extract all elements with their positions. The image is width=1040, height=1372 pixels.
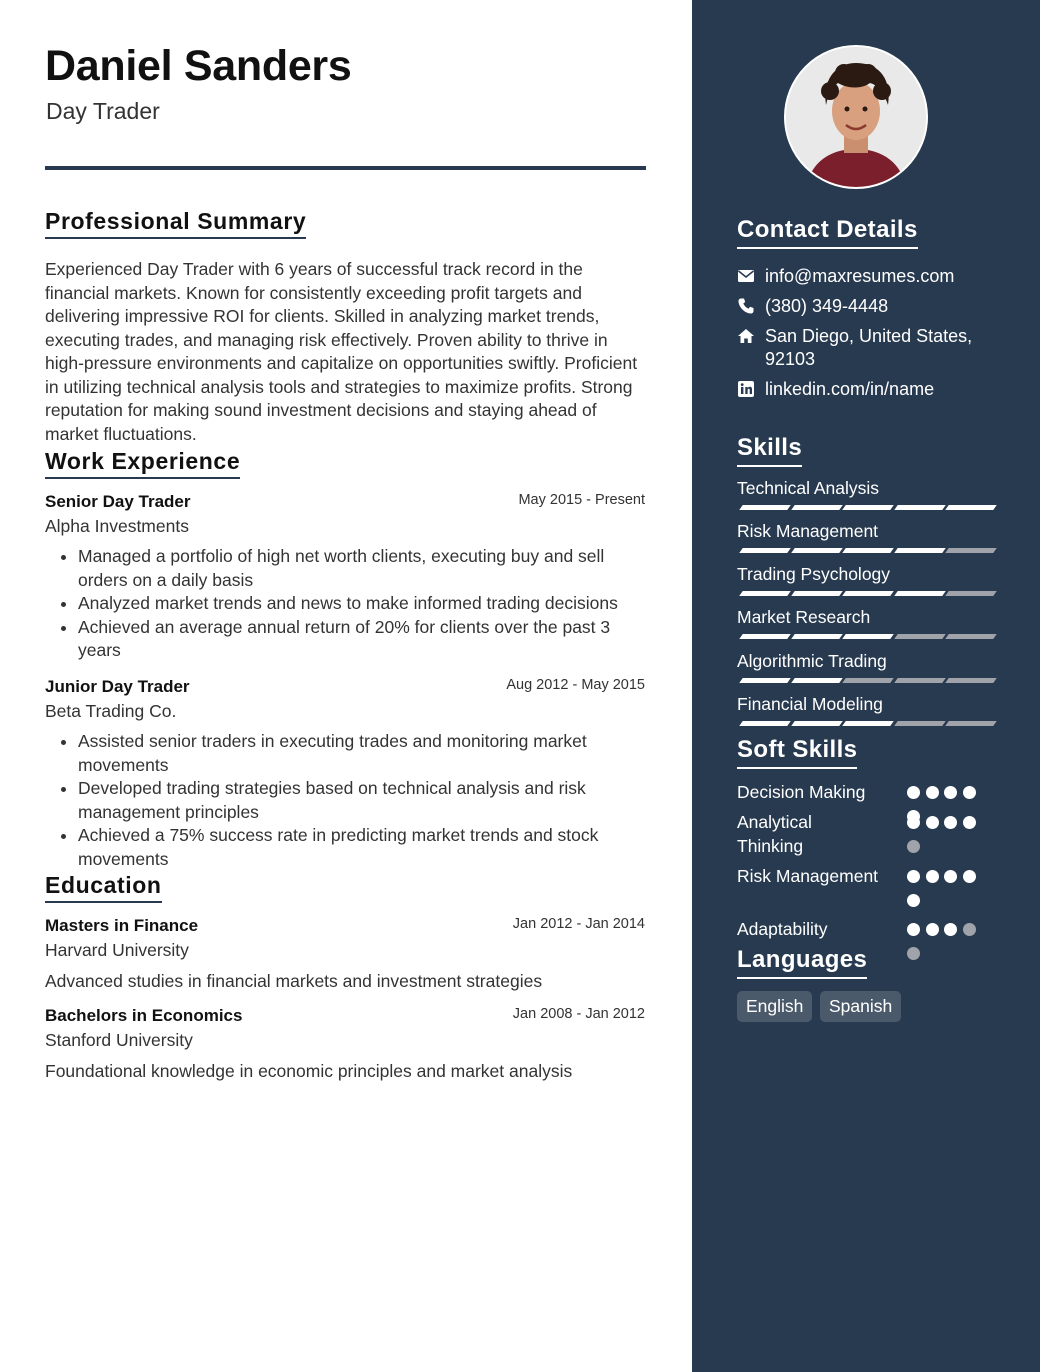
list-item: • Assisted senior traders in executing trades and monitoring market movements	[78, 730, 645, 777]
skill-rating	[737, 721, 993, 727]
rating-segment	[739, 721, 791, 726]
rating-segment	[945, 548, 997, 553]
rating-dot	[907, 947, 920, 960]
summary-text: Experienced Day Trader with 6 years of successful track record in the financial markets. Known for consistently exceeding profit targets and delivering impressive ROI for clients. Skilled in analyzing market trends, executing trades, and managing risk effectively. Proven ability to thrive in high-pressure environments and capitalize on opportunities swiftly. Proficient in utilizing technical analysis tools and strategies to maximize profits. Strong reputation for making sound investment decisions and staying ahead of market fluctuations.	[45, 259, 638, 444]
sidebar	[692, 0, 1040, 1372]
rating-dot	[907, 923, 920, 936]
rating-dot	[907, 894, 920, 907]
header-divider	[45, 166, 646, 170]
avatar-illustration	[786, 47, 926, 187]
email-text: info@maxresumes.com	[765, 266, 955, 286]
phone-icon	[737, 297, 755, 315]
degree-title: Masters in Finance	[45, 916, 199, 935]
candidate-name: Daniel Sanders	[45, 42, 352, 90]
soft-skill-label: Adaptability	[737, 919, 828, 939]
linkedin-icon	[737, 380, 755, 398]
job-company: Alpha Investments	[45, 516, 189, 536]
education-description: Advanced studies in financial markets and investment strategies	[45, 971, 543, 991]
rating-segment	[842, 721, 894, 726]
education-entry	[45, 916, 645, 992]
skill-label: Risk Management	[737, 521, 879, 541]
skill-label: Algorithmic Trading	[737, 651, 887, 671]
education-entry	[45, 1006, 645, 1082]
rating-segment	[945, 591, 997, 596]
rating-dot	[907, 840, 920, 853]
rating-dot	[944, 870, 957, 883]
rating-segment	[739, 634, 791, 639]
rating-dot	[907, 870, 920, 883]
soft-skill-item	[737, 864, 1007, 888]
education-date: Jan 2008 - Jan 2012	[512, 1006, 645, 1022]
degree-title: Bachelors in Economics	[45, 1006, 243, 1025]
job-entry	[45, 492, 645, 663]
rating-segment	[894, 548, 946, 553]
rating-dot	[926, 816, 939, 829]
rating-segment	[842, 548, 894, 553]
rating-segment	[791, 721, 843, 726]
language-chip: Spanish	[820, 991, 901, 1022]
skill-rating	[737, 505, 993, 511]
job-company: Beta Trading Co.	[45, 701, 177, 721]
soft-skill-label: Decision Making	[737, 782, 866, 802]
soft-skill-label: Risk Management	[737, 866, 879, 886]
skill-rating	[737, 548, 993, 554]
rating-segment	[739, 548, 791, 553]
skill-rating	[737, 678, 993, 684]
education-heading: Education	[45, 872, 162, 903]
soft-skill-item	[737, 917, 1007, 941]
skills-heading: Skills	[737, 434, 802, 467]
rating-segment	[842, 678, 894, 683]
skill-label: Financial Modeling	[737, 694, 883, 714]
linkedin-text: linkedin.com/in/name	[765, 379, 935, 399]
rating-dot	[963, 816, 976, 829]
rating-dot	[963, 923, 976, 936]
rating-segment	[739, 678, 791, 683]
avatar	[784, 45, 928, 189]
school-name: Harvard University	[45, 940, 189, 960]
education-date: Jan 2012 - Jan 2014	[512, 916, 645, 932]
rating-segment	[894, 505, 946, 510]
rating-dot	[963, 870, 976, 883]
soft-skills-heading: Soft Skills	[737, 736, 857, 769]
list-item: • Achieved a 75% success rate in predicting market trends and stock movements	[78, 824, 645, 871]
contact-email[interactable]	[737, 265, 1007, 288]
rating-dot	[944, 923, 957, 936]
school-name: Stanford University	[45, 1030, 193, 1050]
list-item: • Managed a portfolio of high net worth clients, executing buy and sell orders on a daily basis	[78, 545, 645, 592]
skill-rating	[737, 591, 993, 597]
rating-dot	[926, 870, 939, 883]
skill-label: Technical Analysis	[737, 478, 880, 498]
education-description: Foundational knowledge in economic principles and market analysis	[45, 1061, 573, 1081]
contact-heading: Contact Details	[737, 216, 918, 249]
job-title: Junior Day Trader	[45, 677, 190, 696]
rating-dot	[907, 786, 920, 799]
language-chip: English	[737, 991, 812, 1022]
summary-heading: Professional Summary	[45, 208, 306, 239]
rating-segment	[791, 505, 843, 510]
rating-dot	[907, 816, 920, 829]
rating-segment	[842, 505, 894, 510]
rating-segment	[739, 505, 791, 510]
home-icon	[737, 327, 755, 345]
job-date: May 2015 - Present	[518, 492, 645, 508]
languages-heading: Languages	[737, 946, 867, 979]
soft-skill-item	[737, 780, 1007, 804]
rating-segment	[791, 634, 843, 639]
rating-segment	[945, 678, 997, 683]
rating-dot	[926, 923, 939, 936]
list-item: • Analyzed market trends and news to make informed trading decisions	[78, 592, 645, 616]
job-title: Senior Day Trader	[45, 492, 191, 511]
rating-segment	[791, 678, 843, 683]
rating-segment	[842, 591, 894, 596]
rating-segment	[791, 548, 843, 553]
skill-item	[737, 694, 997, 715]
rating-segment	[894, 678, 946, 683]
job-role: Day Trader	[46, 98, 160, 124]
skill-item	[737, 478, 997, 499]
skill-item	[737, 651, 997, 672]
rating-dot	[944, 786, 957, 799]
job-entry	[45, 677, 645, 871]
skill-item	[737, 521, 997, 542]
rating-segment	[739, 591, 791, 596]
rating-dot	[944, 816, 957, 829]
rating-dot	[963, 786, 976, 799]
list-item: • Achieved an average annual return of 20% for clients over the past 3 years	[78, 616, 645, 663]
experience-heading: Work Experience	[45, 448, 240, 479]
contact-linkedin[interactable]	[737, 378, 1007, 401]
rating-segment	[894, 634, 946, 639]
job-bullets	[45, 545, 645, 663]
rating-segment	[894, 591, 946, 596]
soft-skill-item	[737, 810, 1007, 858]
rating-segment	[894, 721, 946, 726]
skill-item	[737, 564, 997, 585]
contact-address	[737, 325, 1007, 371]
job-bullets	[45, 730, 645, 871]
rating-segment	[945, 505, 997, 510]
skill-item	[737, 607, 997, 628]
soft-skill-label: Analytical Thinking	[737, 812, 812, 856]
phone-text: (380) 349-4448	[765, 296, 889, 316]
rating-segment	[842, 634, 894, 639]
envelope-icon	[737, 267, 755, 285]
rating-segment	[791, 591, 843, 596]
contact-phone[interactable]	[737, 295, 1007, 318]
skill-label: Market Research	[737, 607, 871, 627]
list-item: • Developed trading strategies based on technical analysis and risk management principles	[78, 777, 645, 824]
rating-segment	[945, 634, 997, 639]
job-date: Aug 2012 - May 2015	[506, 677, 645, 693]
skill-rating	[737, 634, 993, 640]
rating-segment	[945, 721, 997, 726]
rating-dot	[926, 786, 939, 799]
skill-label: Trading Psychology	[737, 564, 891, 584]
address-text: San Diego, United States, 92103	[765, 326, 973, 369]
